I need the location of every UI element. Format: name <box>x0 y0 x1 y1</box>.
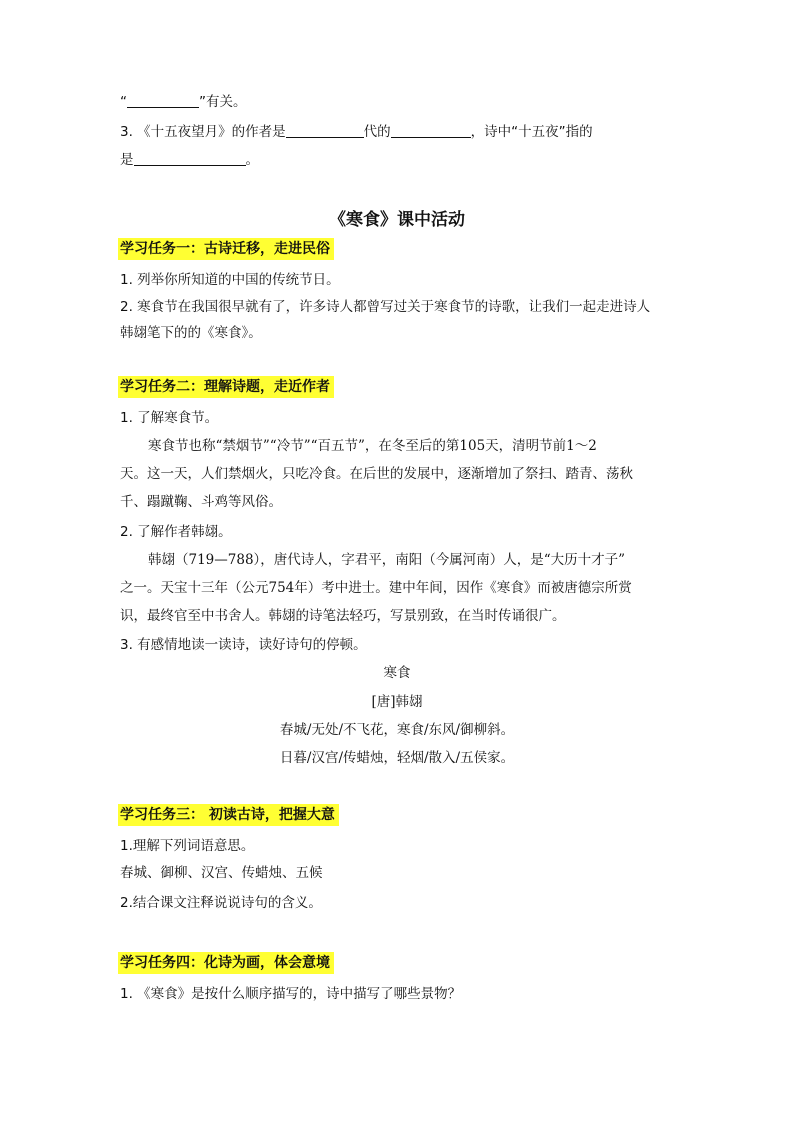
author-paragraph-line: 识，最终官至中书舍人。韩翃的诗笔法轻巧，写景别致，在当时传诵很广。 <box>120 608 566 624</box>
answer-blank[interactable] <box>127 93 199 108</box>
poem-author: [唐]韩翃 <box>371 694 423 710</box>
task-1-item-1: 1. 列举你所知道的中国的传统节日。 <box>120 272 340 288</box>
task-2-item-3: 3. 有感情地读一读诗，读好诗句的停顿。 <box>120 637 367 653</box>
task-1-heading: 学习任务一：古诗迁移，走进民俗 <box>118 238 334 260</box>
task-2-item-1: 1. 了解寒食节。 <box>120 410 219 426</box>
answer-blank[interactable] <box>134 151 246 166</box>
festival-paragraph-line: 千、蹋蹴鞠、斗鸡等风俗。 <box>120 494 282 510</box>
task-1-item-2-cont: 韩翃笔下的的《寒食》。 <box>120 325 262 341</box>
task-3-heading: 学习任务三： 初读古诗，把握大意 <box>118 804 339 826</box>
poem-line-2: 日暮/汉宫/传蜡烛，轻烟/散入/五侯家。 <box>279 750 515 766</box>
question-3-cont: 是 。 <box>120 152 259 168</box>
answer-blank[interactable] <box>391 123 471 138</box>
task-2-heading: 学习任务二：理解诗题，走近作者 <box>118 376 334 398</box>
author-paragraph: 韩翃（719—788），唐代诗人，字君平，南阳（今属河南）人，是“大历十才子” <box>148 552 626 568</box>
task-3-item-2: 2.结合课文注释说说诗句的含义。 <box>120 895 322 911</box>
poem-title: 寒食 <box>383 665 411 681</box>
festival-paragraph: 寒食节也称“禁烟节”“冷节”“百五节”，在冬至后的第105天，清明节前1～2 <box>148 438 597 454</box>
poem-line-1: 春城/无处/不飞花，寒食/东风/御柳斜。 <box>279 722 515 738</box>
task-1-item-2: 2. 寒食节在我国很早就有了，许多诗人都曾写过关于寒食节的诗歌，让我们一起走进诗人 <box>120 299 651 315</box>
task-4-heading: 学习任务四：化诗为画，体会意境 <box>118 952 334 974</box>
fill-blank-line: “ ”有关。 <box>120 94 247 110</box>
question-3: 3. 《十五夜望月》的作者是 代的 ，诗中“十五夜”指的 <box>120 124 593 140</box>
page-title: 《寒食》课中活动 <box>329 210 465 230</box>
task-2-item-2: 2. 了解作者韩翃。 <box>120 524 232 540</box>
festival-paragraph-line: 天。这一天，人们禁烟火，只吃冷食。在后世的发展中，逐渐增加了祭扫、踏青、荡秋 <box>120 466 633 482</box>
vocab-words: 春城、御柳、汉宫、传蜡烛、五候 <box>120 865 323 881</box>
task-3-item-1: 1.理解下列词语意思。 <box>120 838 255 854</box>
answer-blank[interactable] <box>286 123 364 138</box>
task-4-item-1: 1. 《寒食》是按什么顺序描写的，诗中描写了哪些景物？ <box>120 986 462 1002</box>
author-paragraph-line: 之一。天宝十三年（公元754年）考中进士。建中年间，因作《寒食》而被唐德宗所赏 <box>120 580 632 596</box>
